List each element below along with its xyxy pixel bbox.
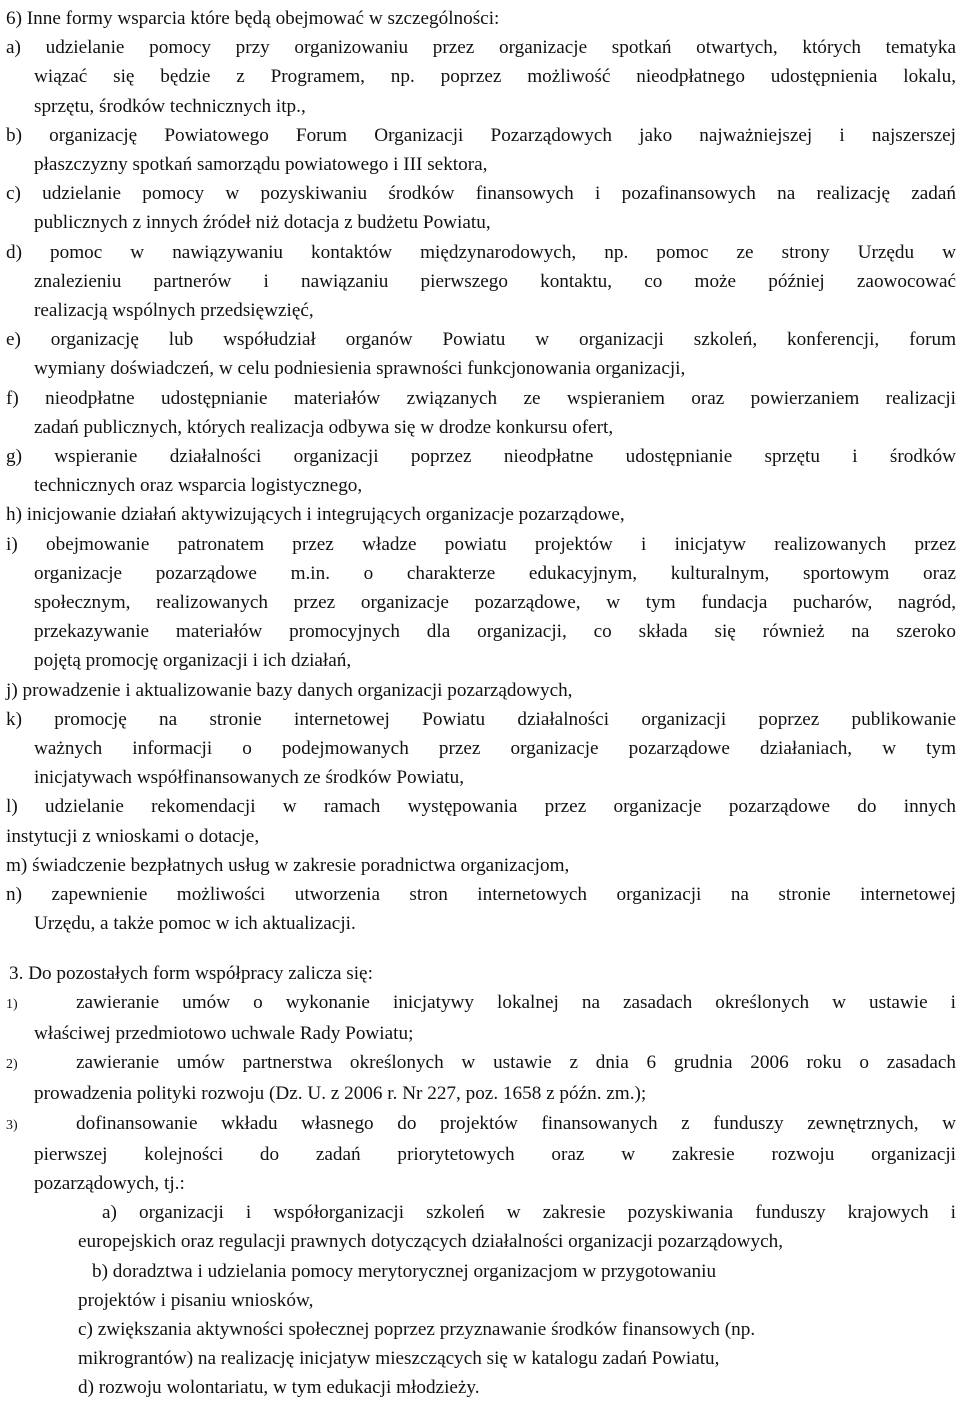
list-item-j: j) prowadzenie i aktualizowanie bazy danych organizacji pozarządowych, [6, 679, 573, 701]
numbered-item-2-end: prowadzenia polityki rozwoju (Dz. U. z 2006 r. Nr 227, poz. 1658 z późn. zm.); [34, 1083, 647, 1105]
numbered-item-1 [6, 988, 956, 1019]
numbered-item-2 [6, 1048, 956, 1079]
list-item-d-end: realizacją wspólnych przedsięwzięć, [34, 300, 314, 322]
list-item-b-end: płaszczyzny spotkań samorządu powiatowego i III sektora, [34, 154, 488, 176]
section-3-heading: 3. Do pozostałych form współpracy zalicza się: [9, 962, 373, 984]
list-item-a-end: sprzętu, środków technicznych itp., [34, 95, 306, 117]
sub-item-c: c) zwiększania aktywności społecznej poprzez przyznawanie środków finansowych (np. [78, 1318, 756, 1340]
list-item-c: c) udzielanie pomocy w pozyskiwaniu środków finansowych i pozafinansowych na realizację zadań [6, 183, 956, 205]
numbered-item-3-text: dofinansowanie wkładu własnego do projektów finansowanych z funduszy zewnętrznych, w [76, 1112, 956, 1134]
sub-item-d: d) rozwoju wolontariatu, w tym edukacji młodzieży. [78, 1377, 480, 1399]
list-item-d: d) pomoc w nawiązywaniu kontaktów międzynarodowych, np. pomoc ze strony Urzędu w [6, 241, 956, 263]
list-item-a-cont: wiązać się będzie z Programem, np. poprzez możliwość nieodpłatnego udostępnienia lokalu, [34, 66, 956, 88]
list-item-b: b) organizację Powiatowego Forum Organizacji Pozarządowych jako najważniejszej i najszerszej [6, 124, 956, 146]
list-item-k: k) promocję na stronie internetowej Powiatu działalności organizacji poprzez publikowanie [6, 708, 956, 730]
sub-item-b-end: projektów i pisaniu wniosków, [78, 1289, 314, 1311]
document-page [6, 0, 956, 1403]
item-number: 2) [6, 1057, 18, 1073]
sub-item-c-end: mikrograntów) na realizację inicjatyw mieszczących się w katalogu zadań Powiatu, [78, 1348, 720, 1370]
item-number: 3) [6, 1117, 18, 1133]
list-item-k-cont: ważnych informacji o podejmowanych przez organizacje pozarządowe działaniach, w tym [34, 738, 956, 760]
numbered-item-3-end: pozarządowych, tj.: [34, 1172, 185, 1194]
list-item-e: e) organizację lub współudział organów Powiatu w organizacji szkoleń, konferencji, forum [6, 329, 956, 351]
list-item-l: l) udzielanie rekomendacji w ramach występowania przez organizacje pozarządowe do innych [6, 796, 956, 818]
item-number: 1) [6, 996, 18, 1012]
list-item-i-end: pojętą promocję organizacji i ich działań, [34, 650, 352, 672]
sub-item-b: b) doradztwa i udzielania pomocy merytorycznej organizacjom w przygotowaniu [92, 1260, 717, 1282]
list-item-k-end: inicjatywach współfinansowanych ze środków Powiatu, [34, 767, 465, 789]
list-item-d-cont: znalezieniu partnerów i nawiązaniu pierwszego kontaktu, co może później zaowocować [34, 270, 956, 292]
sub-item-a-end: europejskich oraz regulacji prawnych dotyczących działalności organizacji pozarządowych, [78, 1231, 783, 1253]
numbered-item-3 [6, 1109, 956, 1140]
list-item-f-end: zadań publicznych, których realizacja odbywa się w drodze konkursu ofert, [34, 416, 614, 438]
sub-item-a: a) organizacji i współorganizacji szkoleń w zakresie pozyskiwania funduszy krajowych i [102, 1202, 956, 1224]
list-item-f: f) nieodpłatne udostępnianie materiałów związanych ze wspieraniem oraz powierzaniem realizacji [6, 387, 956, 409]
list-item-n: n) zapewnienie możliwości utworzenia stron internetowych organizacji na stronie internetowej [6, 884, 956, 906]
list-item-a: a) udzielanie pomocy przy organizowaniu przez organizacje spotkań otwartych, których tematyka [6, 37, 956, 59]
list-item-g: g) wspieranie działalności organizacji poprzez nieodpłatne udostępnianie sprzętu i środków [6, 446, 956, 468]
numbered-item-1-end: właściwej przedmiotowo uchwale Rady Powiatu; [34, 1022, 414, 1044]
list-item-i-cont-1: organizacje pozarządowe m.in. o charakterze edukacyjnym, kulturalnym, sportowym oraz [34, 562, 956, 584]
list-item-i-cont-3: przekazywanie materiałów promocyjnych dla organizacji, co składa się również na szeroko [34, 621, 956, 643]
list-item-g-end: technicznych oraz wsparcia logistycznego, [34, 475, 363, 497]
list-item-e-end: wymiany doświadczeń, w celu podniesienia sprawności funkcjonowania organizacji, [34, 358, 686, 380]
numbered-item-3-cont: pierwszej kolejności do zadań priorytetowych oraz w zakresie rozwoju organizacji [34, 1143, 956, 1165]
section-heading: 6) Inne formy wsparcia które będą obejmować w szczególności: [6, 8, 500, 29]
list-item-h: h) inicjowanie działań aktywizujących i integrujących organizacje pozarządowe, [6, 504, 625, 526]
list-item-m: m) świadczenie bezpłatnych usług w zakresie poradnictwa organizacjom, [6, 854, 570, 876]
numbered-item-1-text: zawieranie umów o wykonanie inicjatywy lokalnej na zasadach określonych w ustawie i [76, 991, 956, 1013]
list-item-c-end: publicznych z innych źródeł niż dotacja z budżetu Powiatu, [34, 212, 491, 234]
list-item-n-end: Urzędu, a także pomoc w ich aktualizacji. [34, 913, 356, 935]
list-item-i: i) obejmowanie patronatem przez władze powiatu projektów i inicjatyw realizowanych przez [6, 533, 956, 555]
list-item-l-end: instytucji z wnioskami o dotacje, [6, 825, 260, 847]
list-item-i-cont-2: społecznym, realizowanych przez organizacje pozarządowe, w tym fundacja pucharów, nagród, [34, 592, 956, 614]
numbered-item-2-text: zawieranie umów partnerstwa określonych w ustawie z dnia 6 grudnia 2006 roku o zasadach [76, 1052, 956, 1074]
